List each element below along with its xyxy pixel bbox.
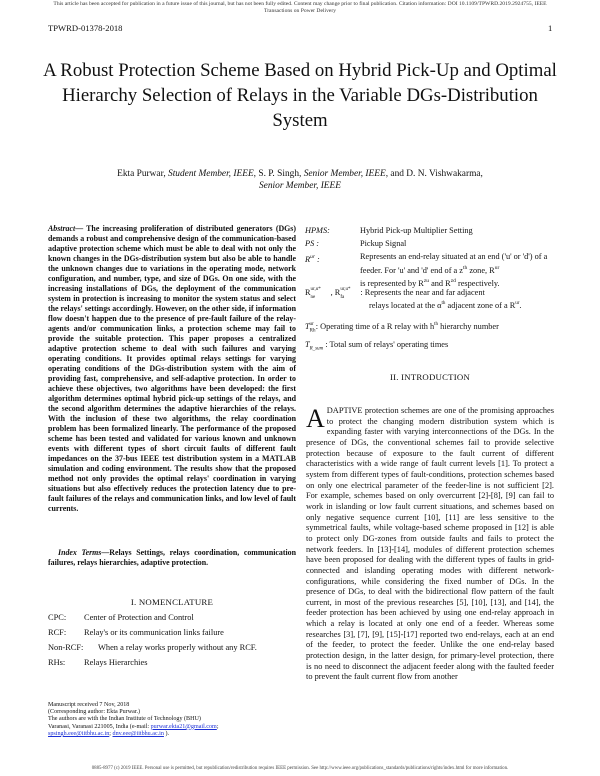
right-nomenclature-def: Pickup Signal <box>360 239 407 248</box>
nomenclature-abbr: Non-RCF: <box>48 643 84 652</box>
abstract <box>48 224 296 514</box>
nomenclature-def: Relays Hierarchies <box>84 658 148 667</box>
far-relay-scripts <box>340 287 358 298</box>
end-relay-def-sup-4: zd <box>450 277 456 284</box>
end-relay-def-1: Represents an end-relay situated at an end ('u' or 'd') of a feeder. For 'u' and 'd' end of a z <box>360 252 548 275</box>
index-terms-label: Index Terms <box>58 548 102 557</box>
authors-line-2-text: Senior Member, IEEE <box>258 180 341 191</box>
op-time-text: : Operating time of a R relay with h <box>313 322 435 331</box>
nomenclature-heading: I. NOMENCLATURE <box>130 597 214 607</box>
abstract-label: Abstract <box>48 224 76 233</box>
far-relay-sup: ur,u* <box>340 287 351 292</box>
near-far-def-tail: adjacent zone of a R <box>445 300 516 310</box>
end-relay-def-4: and R <box>429 278 451 288</box>
tsum-text: : Total sum of relays' operating times <box>323 340 449 349</box>
footnote-received: Manuscript received 7 Nov, 2018 <box>48 702 130 708</box>
abstract-text: — The increasing proliferation of distributed generators (DGs) demands a robust and comprehensive design of the communication-based adaptive protection scheme which must be able to deal with not only the known changes in the DGs-distribution system but also be able to handle the unknown changes due to variations in the operating mode, network configuration, and number, type, and size of DGs. On one side, with the increasing installations of DGs, the deployment of the communication system in protection is increasing to monitor the system status and select the relays' settings accordingly. However, on the other side, if information flow doesn't happen due to the presence of pre-fault failure of the relay-agents and/or communication links, a protection scheme may fail to provide the suitable protection. This paper proposes a centralized adaptive protection scheme to deal with such failures and varying operating conditions. It provides optimal relays settings for varying operating conditions of the DGs-distribution system with the aim of providing fast, comprehensive, and self-adaptive protection. In order to achieve these objectives, two algorithms have been developed: the first algorithm determines optimal hybrid pick-up settings of the relays, and the second algorithm determines the adaptive hierarchies of the relays. With the inclusion of these two algorithms, the relay coordination problem has been formalized linearly. The performance of the proposed scheme has been tested and validated for various known and unknown events with different types of short circuit faults of different fault impedances on the 37-bus IEEE test distribution system in a MATLAB simulation and coding environment. The results show that the proposed method not only provides the optimal relays' coordination in varying situations but also effectively reduces the protection latency due to pre-fault failures of the relays and communication links, and low level of fault currents. <box>48 224 296 513</box>
footnote-emails: spsingh.eee@iitbhu.ac.in; dnv.eee@iitbhu.ac.in ). <box>48 730 170 737</box>
publication-banner <box>0 1 600 15</box>
op-time-sub: Rh <box>309 328 316 334</box>
near-far-def-line-2: relays located at the α <box>369 300 442 310</box>
intro-text: protection schemes are one of the promising approaches to protect the changing modern distribution system which is expanding faster with varying interconnections of the DGs. In the presence of DGs, the conventional schemes fail to provide selective protection because of exposure to the fault current of different characteristics with a wide range of fault current levels [1]. To protect a system from different types of fault-conditions, protection schemes based on only one electrical parameter of the feeder-line is not sufficient [2]. For example, schemes based on only overcurrent [2]-[8], [9] can fail to work in islanding or low fault current situations, and schemes based on only negative sequence current [10], [11] are less sensitive to the symmetrical faults, while voltage-based scheme proposed in [12] is able to protect only DG-zones from outside faults and fails to protect the network feeders. In [13]-[14], modules of different protection schemes have been proposed for dealing with the different types of faults in grid-connected and islanding operating modes with different network-configurations, while considering the fixed number of DGs. In the presence of DGs, to deal with the bidirectional flow pattern of the fault current, in most of the previous researches [5], [10], [13], and [14], the feeder protection has been achieved by using one end-relay approach in which a relay is located at only one end of a feeder. Whereas some researches [3], [7], [9], [15]-[17] reported two end-relays, each at an end of the feeder, to protect the feeder. Unlike the one end-relay based protection design, in the latter design, for primary-level protection, there is no need to disconnect the adjacent feeder along with the faulted feeder to prevent the fault current flow from another <box>306 406 554 682</box>
tsum-sub: R_sum <box>309 346 324 352</box>
near-relay-sub: ne <box>310 295 316 300</box>
near-far-def-line-1: : Represents the near and far adjacent <box>360 288 485 297</box>
intro-lead-smallcaps: DAPTIVE <box>326 406 363 415</box>
author-list <box>40 169 560 192</box>
footnote-address-text: Varanasi, Varanasi 221005, India (e-mail: <box>48 723 150 730</box>
footnote-address: Varanasi, Varanasi 221005, India (e-mail: purwar.ekta21@gmail.com; <box>48 723 219 730</box>
total-sum-def <box>305 340 555 352</box>
drop-cap: A <box>306 404 325 433</box>
op-time-symbol: T <box>305 322 310 331</box>
end-relay-def-2: zone, R <box>467 265 495 275</box>
right-nomenclature-abbr <box>305 252 320 265</box>
end-relay-def-3: is represented by R <box>360 278 424 288</box>
near-far-def-sup-2: ur <box>515 301 520 306</box>
near-far-relays <box>305 287 555 311</box>
near-far-line-1: R ur,u* ne , R ur,u* fa : Represents the near and far adjacent <box>305 287 555 298</box>
copyright-footer: 0885-8977 (c) 2019 IEEE. Personal use is permitted, but republication/redistribution requires IEEE permission. See http://www.ieee.org/publications_standards/publications/rights/index.html for more information. <box>91 766 509 771</box>
authors-line-1 <box>40 169 560 181</box>
far-relay-sub: fa <box>340 295 345 300</box>
author-grade: Senior Member, IEEE <box>303 169 386 179</box>
op-time-th: th <box>434 322 439 328</box>
introduction-heading: II. INTRODUCTION <box>390 372 470 382</box>
paper-title: A Robust Protection Scheme Based on Hybrid Pick-Up and Optimal Hierarchy Selection of Relays in the Variable DGs-Distribution System <box>43 60 557 131</box>
email-link-2[interactable]: spsingh.eee@iitbhu.ac.in <box>48 730 110 737</box>
nomenclature-def: Relay's or its communication links failure <box>84 628 224 637</box>
end-relay-def-sup-3: zu <box>423 277 430 284</box>
near-far-def-sup: th <box>441 301 446 306</box>
nomenclature-def: Center of Protection and Control <box>84 613 194 622</box>
nomenclature-abbr: CPC: <box>48 613 67 622</box>
end-relay-symbol: R <box>305 254 311 264</box>
footnote-corresponding: (Corresponding author: Ekta Purwar.) <box>48 709 141 716</box>
nomenclature-def: When a relay works properly without any RCF. <box>98 643 257 652</box>
right-nomenclature-def <box>360 252 555 289</box>
end-relay-symbol-sup: ur <box>310 254 315 260</box>
far-relay-symbol: R <box>334 288 341 297</box>
index-terms-text: —Relays Settings, relays coordination, communication failures, relays hierarchies, adaptive protection. <box>48 548 297 567</box>
operating-time-def <box>305 322 555 334</box>
authors-line-2 <box>40 181 560 193</box>
footnote-affiliation: The authors are with the Indian Institute of Technology (BHU) <box>48 716 201 723</box>
banner-line-1: This article has been accepted for publication in a future issue of this journal, but has not been fully edited. Content may change prior to final publication. Citation information: DOI 10.1109/TPWRD.2019.2924755, IEEE <box>53 1 547 7</box>
end-relay-symbol-colon: : <box>314 254 320 264</box>
author-name-part: , S. P. Singh, <box>253 169 304 179</box>
nomenclature-abbr: RHs: <box>48 658 66 667</box>
banner-line-2: Transactions on Power Delivery <box>263 8 337 14</box>
right-nomenclature-abbr: PS : <box>305 239 320 248</box>
tsum-symbol: T <box>305 340 310 349</box>
author-name-part: Ekta Purwar, <box>117 169 169 179</box>
near-far-def-end: . <box>519 300 522 310</box>
near-relay-symbol: R <box>305 288 311 297</box>
op-time-tail: hierarchy number <box>438 322 499 331</box>
page-number: 1 <box>548 23 553 33</box>
email-link-3[interactable]: dnv.eee@iitbhu.ac.in <box>112 730 164 737</box>
nomenclature-abbr: RCF: <box>48 628 67 637</box>
op-time-sup: ur <box>309 322 314 328</box>
end-relay-def-sup-1: th <box>462 264 468 271</box>
index-terms <box>48 548 296 568</box>
email-link-1[interactable]: purwar.ekta21@gmail.com <box>150 723 217 730</box>
author-grade: Student Member, IEEE <box>168 169 254 179</box>
right-nomenclature-def: Hybrid Pick-up Multiplier Setting <box>360 226 473 235</box>
near-relay-sup: ur,u* <box>310 287 321 292</box>
near-relay-scripts <box>311 287 329 298</box>
paper-id: TPWRD-01378-2018 <box>48 23 123 33</box>
right-nomenclature-abbr: HPMS: <box>305 226 330 235</box>
introduction-body <box>306 406 554 683</box>
end-relay-def-sup-2: ur <box>494 264 500 271</box>
author-footnote <box>48 702 298 738</box>
author-name-part: , and D. N. Vishwakarma, <box>385 169 483 179</box>
end-relay-def-5: respectively. <box>455 278 500 288</box>
